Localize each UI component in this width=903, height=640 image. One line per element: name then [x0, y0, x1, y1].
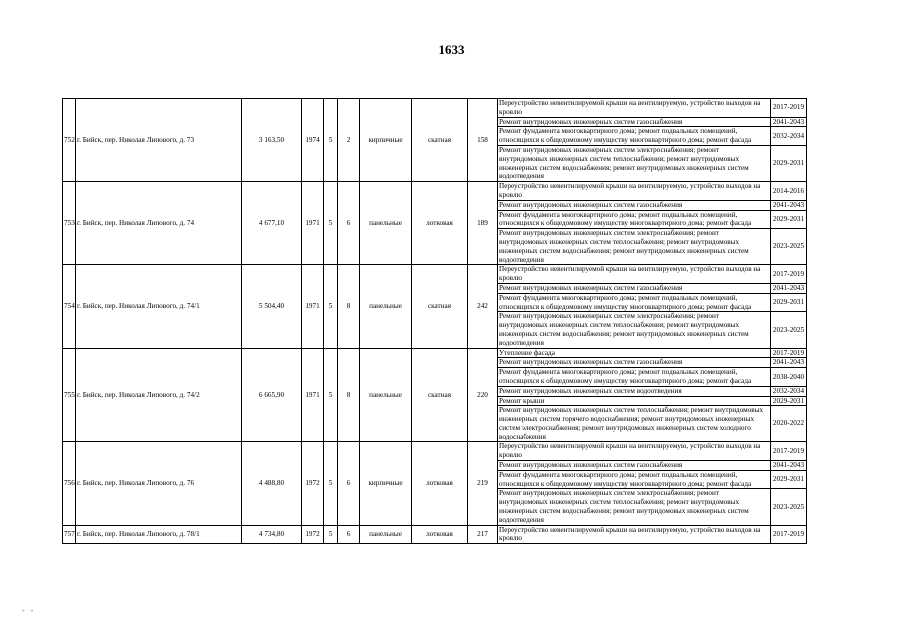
house-year: 1972	[302, 442, 324, 525]
house-residents: 242	[468, 265, 498, 348]
work-period: 2017-2019	[771, 99, 807, 118]
work-period: 2041-2043	[771, 461, 807, 471]
work-description: Ремонт внутридомовых инженерных систем электроснабжения; ремонт внутридомовых инженерных систем теплоснабжения; ремонт внутридомовых инженерных систем водоснабжения; ремонт внутридомовых инженерных систем водоотведения	[498, 145, 771, 181]
house-floors: 5	[324, 265, 338, 348]
house-entrances: 8	[338, 265, 360, 348]
work-period: 2029-2031	[771, 470, 807, 489]
table-row	[63, 348, 807, 358]
house-wall-material: кирпичные	[360, 99, 412, 182]
work-period: 2014-2016	[771, 182, 807, 201]
house-roof-type: лотковая	[412, 442, 468, 525]
house-year: 1971	[302, 182, 324, 265]
house-roof-type: лотковая	[412, 525, 468, 544]
work-period: 2029-2031	[771, 396, 807, 406]
work-description: Ремонт внутридомовых инженерных систем газоснабжения	[498, 461, 771, 471]
work-period: 2029-2031	[771, 210, 807, 229]
house-number: 752	[63, 99, 76, 182]
house-residents: 220	[468, 348, 498, 442]
house-address: г. Бийск, пер. Николая Липового, д. 74/1	[76, 265, 242, 348]
work-description: Ремонт крыши	[498, 396, 771, 406]
work-description: Ремонт фундамента многоквартирного дома; ремонт подвальных помещений, относящихся к общедомовому имуществу многоквартирного дома; ремонт фасада	[498, 368, 771, 387]
work-description: Ремонт внутридомовых инженерных систем водоотведения	[498, 386, 771, 396]
work-description: Переустройство невентилируемой крыши на вентилируемую, устройство выходов на кровлю	[498, 99, 771, 118]
house-entrances: 2	[338, 99, 360, 182]
house-wall-material: панельные	[360, 182, 412, 265]
work-period: 2041-2043	[771, 283, 807, 293]
house-wall-material: панельные	[360, 265, 412, 348]
house-residents: 217	[468, 525, 498, 544]
house-wall-material: панельные	[360, 348, 412, 442]
work-description: Ремонт внутридомовых инженерных систем электроснабжения; ремонт внутридомовых инженерных систем теплоснабжения; ремонт внутридомовых инженерных систем водоснабжения; ремонт внутридомовых инженерных систем водоотведения	[498, 229, 771, 265]
work-period: 2029-2031	[771, 145, 807, 181]
table-row	[63, 525, 807, 544]
house-area: 4 488,80	[242, 442, 302, 525]
work-period: 2041-2043	[771, 200, 807, 210]
work-period: 2032-2034	[771, 127, 807, 146]
house-area: 4 734,80	[242, 525, 302, 544]
house-floors: 5	[324, 525, 338, 544]
house-area: 4 677,10	[242, 182, 302, 265]
work-period: 2017-2019	[771, 442, 807, 461]
table-row	[63, 442, 807, 461]
work-period: 2017-2019	[771, 348, 807, 358]
house-year: 1971	[302, 265, 324, 348]
work-period: 2029-2031	[771, 293, 807, 312]
work-description: Ремонт фундамента многоквартирного дома; ремонт подвальных помещений, относящихся к общедомовому имуществу многоквартирного дома; ремонт фасада	[498, 293, 771, 312]
house-address: г. Бийск, пер. Николая Липового, д. 76	[76, 442, 242, 525]
house-entrances: 8	[338, 348, 360, 442]
work-period: 2023-2025	[771, 312, 807, 348]
house-wall-material: панельные	[360, 525, 412, 544]
work-period: 2023-2025	[771, 229, 807, 265]
work-period: 2023-2025	[771, 489, 807, 525]
house-address: г. Бийск, пер. Николая Липового, д. 74	[76, 182, 242, 265]
house-entrances: 6	[338, 182, 360, 265]
work-description: Переустройство невентилируемой крыши на вентилируемую, устройство выходов на кровлю	[498, 182, 771, 201]
work-period: 2038-2040	[771, 368, 807, 387]
work-period: 2017-2019	[771, 525, 807, 544]
work-period: 2041-2043	[771, 358, 807, 368]
house-year: 1974	[302, 99, 324, 182]
work-description: Ремонт внутридомовых инженерных систем газоснабжения	[498, 358, 771, 368]
house-wall-material: кирпичные	[360, 442, 412, 525]
house-floors: 5	[324, 442, 338, 525]
house-number: 753	[63, 182, 76, 265]
work-description: Ремонт внутридомовых инженерных систем теплоснабжения; ремонт внутридомовых инженерных систем горячего водоснабжения; ремонт внутридомовых инженерных систем электроснабжения; ремонт внутридомовых инженерных систем холодного водоснабжения	[498, 406, 771, 442]
work-description: Ремонт внутридомовых инженерных систем газоснабжения	[498, 200, 771, 210]
house-floors: 5	[324, 182, 338, 265]
house-year: 1972	[302, 525, 324, 544]
work-description: Ремонт внутридомовых инженерных систем электроснабжения; ремонт внутридомовых инженерных систем теплоснабжения; ремонт внутридомовых инженерных систем водоснабжения; ремонт внутридомовых инженерных систем водоотведения	[498, 489, 771, 525]
work-description: Переустройство невентилируемой крыши на вентилируемую, устройство выходов на кровлю	[498, 525, 771, 544]
table-row	[63, 99, 807, 118]
work-description: Ремонт фундамента многоквартирного дома; ремонт подвальных помещений, относящихся к общедомовому имуществу многоквартирного дома; ремонт фасада	[498, 127, 771, 146]
work-period: 2032-2034	[771, 386, 807, 396]
work-period: 2041-2043	[771, 117, 807, 127]
footer-mark: - -	[22, 606, 36, 615]
house-number: 757	[63, 525, 76, 544]
house-address: г. Бийск, пер. Николая Липового, д. 78/1	[76, 525, 242, 544]
work-description: Ремонт внутридомовых инженерных систем газоснабжения	[498, 283, 771, 293]
work-description: Переустройство невентилируемой крыши на вентилируемую, устройство выходов на кровлю	[498, 265, 771, 284]
house-roof-type: скатная	[412, 265, 468, 348]
house-number: 755	[63, 348, 76, 442]
house-residents: 189	[468, 182, 498, 265]
house-entrances: 6	[338, 442, 360, 525]
page-number: 1633	[438, 42, 465, 57]
house-residents: 219	[468, 442, 498, 525]
house-address: г. Бийск, пер. Николая Липового, д. 74/2	[76, 348, 242, 442]
house-year: 1971	[302, 348, 324, 442]
house-roof-type: лотковая	[412, 182, 468, 265]
house-roof-type: скатная	[412, 348, 468, 442]
house-number: 756	[63, 442, 76, 525]
house-area: 5 504,40	[242, 265, 302, 348]
house-floors: 5	[324, 99, 338, 182]
work-description: Ремонт внутридомовых инженерных систем газоснабжения	[498, 117, 771, 127]
house-area: 3 163,50	[242, 99, 302, 182]
work-description: Ремонт внутридомовых инженерных систем электроснабжения; ремонт внутридомовых инженерных систем теплоснабжения; ремонт внутридомовых инженерных систем водоснабжения; ремонт внутридомовых инженерных систем водоотведения	[498, 312, 771, 348]
work-description: Ремонт фундамента многоквартирного дома; ремонт подвальных помещений, относящихся к общедомовому имуществу многоквартирного дома; ремонт фасада	[498, 210, 771, 229]
house-floors: 5	[324, 348, 338, 442]
table-row	[63, 182, 807, 201]
house-residents: 158	[468, 99, 498, 182]
house-entrances: 6	[338, 525, 360, 544]
work-description: Переустройство невентилируемой крыши на вентилируемую, устройство выходов на кровлю	[498, 442, 771, 461]
house-area: 6 665,90	[242, 348, 302, 442]
work-description: Утепление фасада	[498, 348, 771, 358]
house-address: г. Бийск, пер. Николая Липового, д. 73	[76, 99, 242, 182]
table-row	[63, 265, 807, 284]
work-description: Ремонт фундамента многоквартирного дома; ремонт подвальных помещений, относящихся к общедомовому имуществу многоквартирного дома; ремонт фасада	[498, 470, 771, 489]
work-period: 2020-2022	[771, 406, 807, 442]
house-number: 754	[63, 265, 76, 348]
house-roof-type: скатная	[412, 99, 468, 182]
repair-program-table	[62, 98, 807, 544]
work-period: 2017-2019	[771, 265, 807, 284]
